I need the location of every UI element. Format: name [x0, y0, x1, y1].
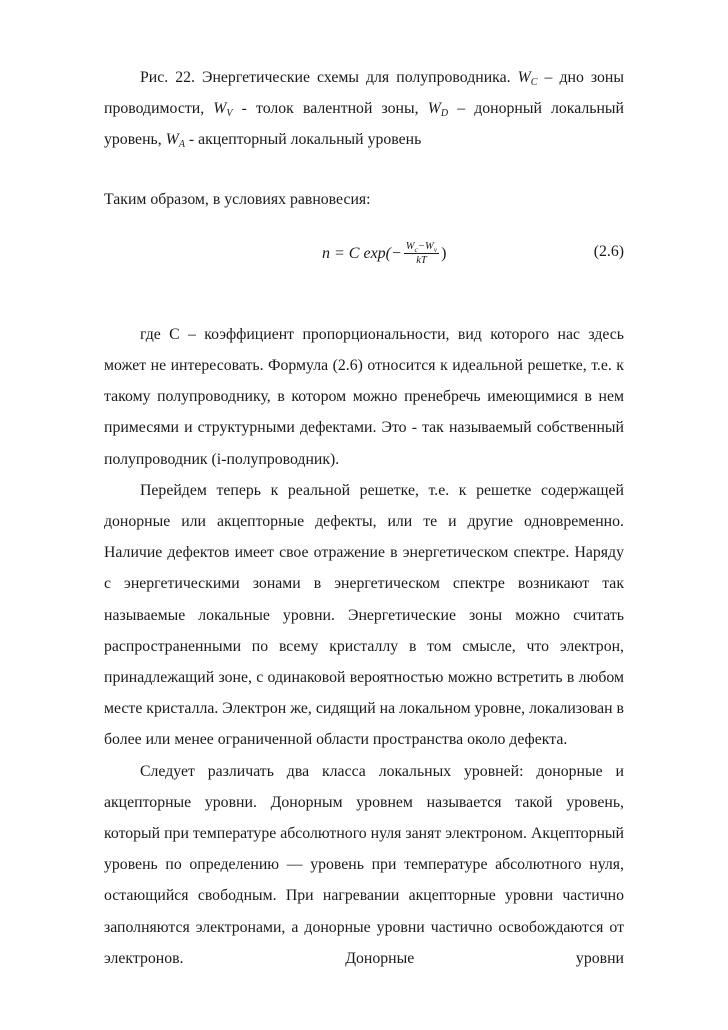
caption-text-2: – дно зоны проводимости,: [104, 69, 624, 118]
paragraph-1: где C – коэффициент пропорциональности, вид которого нас здесь может не интересовать. Формула (2.6) относится к идеальной решетке, т.е. к такому полупроводнику, в котором можно пренебречь имеющимися в нем примесями и структурными дефектами. Это - так называемый собственный полупроводник (i-полупроводник).: [104, 325, 624, 468]
spacer: [104, 156, 624, 184]
numerator-w1: W: [405, 240, 415, 252]
symbol-wc-sub: C: [530, 77, 538, 88]
equation-block: [104, 229, 624, 299]
numerator-w2: −W: [417, 240, 434, 252]
numerator-w2-sub: v: [433, 244, 438, 254]
symbol-wv: W: [213, 100, 227, 118]
caption-text-1: Рис. 22. Энергетические схемы для полупроводника.: [140, 69, 518, 86]
fraction-numerator: [404, 241, 439, 254]
symbol-wd: W: [427, 100, 441, 118]
equation-fraction: [404, 241, 439, 267]
fraction-denominator: kT: [416, 254, 427, 266]
symbol-wa: W: [165, 131, 179, 149]
equation-number: (2.6): [593, 242, 624, 260]
caption-text-5: - акцепторный локальный уровень: [184, 131, 422, 149]
symbol-wd-sub: D: [440, 108, 449, 120]
equation-close-paren: ): [441, 244, 447, 262]
symbol-wc: W: [517, 69, 531, 86]
symbol-wv-sub: V: [226, 108, 233, 120]
page-content: [104, 62, 624, 974]
numerator-w1-sub: c: [414, 244, 418, 254]
symbol-wa-sub: A: [178, 139, 185, 151]
caption-text-3: - толок валентной зоны,: [232, 100, 428, 118]
caption-text-4: – донорный локальный уровень,: [104, 100, 624, 149]
spacer: [104, 299, 624, 319]
equation: [322, 241, 446, 267]
paragraph-2: Перейдем теперь к реальной решетке, т.е. к решетке содержащей донорные или акцепторные дефекты, или те и другие одновременно. Наличие дефектов имеет свое отражение в энергетическом спектре. Наряду с энергетическими зонами в энергетическом спектре возникают так называемые локальные уровни. Энергетические зоны можно считать распространенными по всему кристаллу в том смысле, что электрон, принадлежащий зоне, с одинаковой вероятностью можно встретить в любом месте кристалла. Электрон же, сидящий на локальном уровне, локализован в более или менее ограниченной области пространства около дефекта.: [104, 481, 624, 749]
figure-caption: [104, 62, 624, 156]
paragraph-3: Следует различать два класса локальных уровней: донорные и акцепторные уровни. Донорным уровнем называется такой уровень, который при температуре абсолютного нуля занят электроном. Акцепторный уровень по определению — уровень при температуре абсолютного нуля, остающийся свободным. При нагревании акцепторные уровни частично заполняются электронами, а донорные уровни частично освобождаются от электронов. Донорные уровни: [104, 762, 624, 967]
intro-sentence: Таким образом, в условиях равновесия:: [104, 190, 371, 208]
equation-lhs: n = C exp(−: [322, 244, 402, 262]
